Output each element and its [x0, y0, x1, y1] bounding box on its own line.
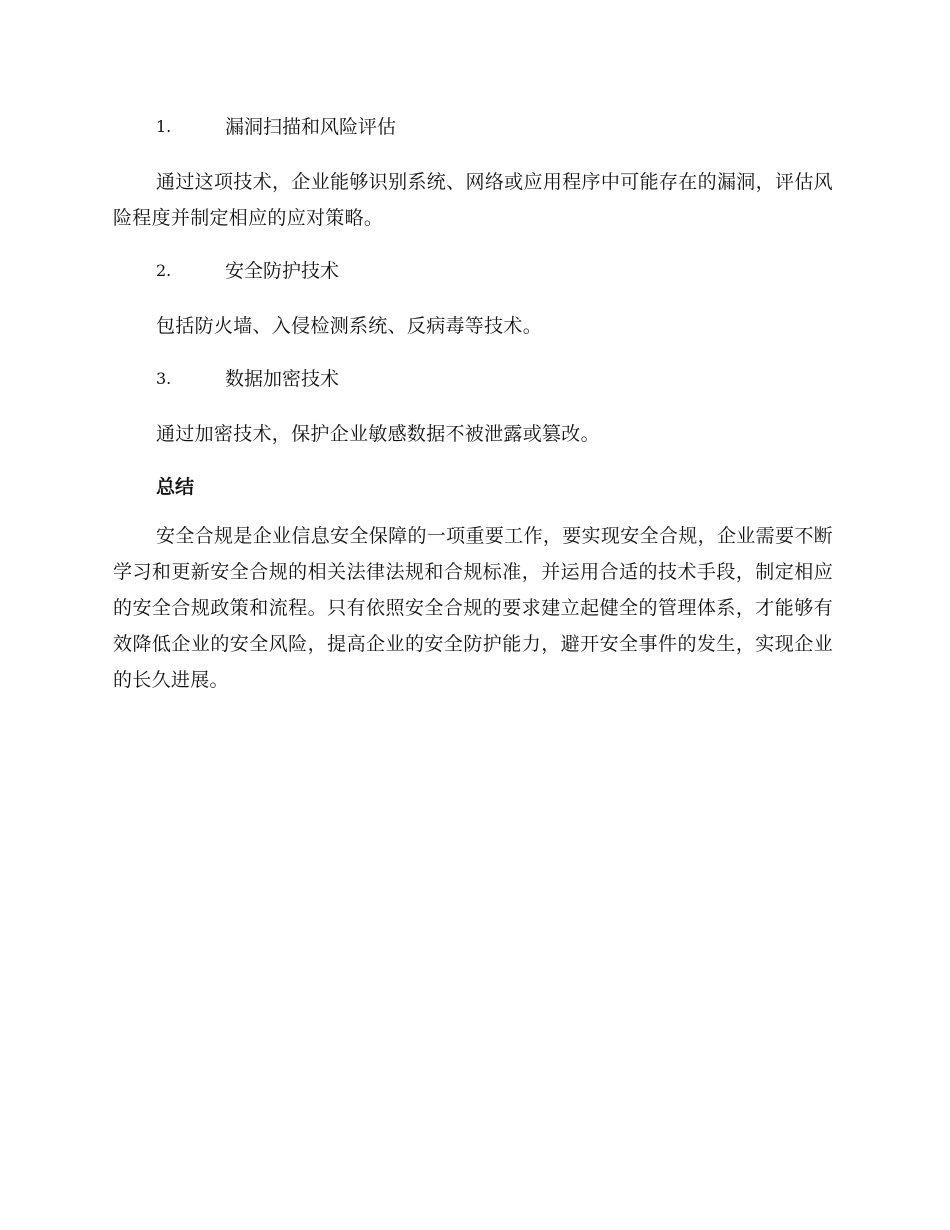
list-item-number: 2. — [156, 261, 172, 280]
document-content — [113, 110, 833, 716]
list-item-number: 1. — [156, 117, 172, 136]
list-item-body-1: 通过这项技术，企业能够识别系统、网络或应用程序中可能存在的漏洞，评估风险程度并制定相应的应对策略。 — [113, 171, 833, 229]
summary-heading: 总结 — [156, 476, 195, 498]
list-item-body-2: 包括防火墙、入侵检测系统、反病毒等技术。 — [156, 315, 543, 337]
list-item-title: 数据加密技术 — [225, 368, 340, 390]
list-item-title: 安全防护技术 — [225, 260, 340, 282]
list-item-body-3: 通过加密技术，保护企业敏感数据不被泄露或篡改。 — [156, 423, 600, 445]
summary-paragraph: 安全合规是企业信息安全保障的一项重要工作，要实现安全合规，企业需要不断学习和更新安全合规的相关法律法规和合规标准，并运用合适的技术手段，制定相应的安全合规政策和流程。只有依照安全合规的要求建立起健全的管理体系，才能够有效降低企业的安全风险，提高企业的安全防护能力，避开安全事件的发生，实现企业的长久进展。 — [113, 525, 833, 691]
list-item-title: 漏洞扫描和风险评估 — [225, 116, 397, 138]
list-item-heading-2 — [113, 254, 833, 288]
list-item-heading-3 — [113, 362, 833, 396]
list-item-heading-1 — [113, 110, 833, 144]
list-item-number: 3. — [156, 369, 172, 388]
